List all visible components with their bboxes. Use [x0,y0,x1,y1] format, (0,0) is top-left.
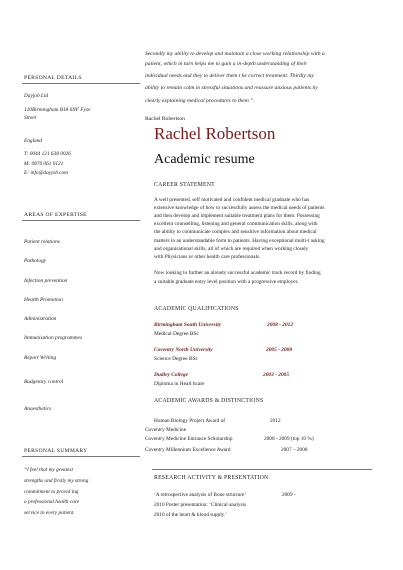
research-line: 2010 of the heart & blood supply.’ [154,512,228,518]
research-year: 2009 - [282,492,296,498]
award-year: 2012 [270,418,281,424]
phone: T: 0044 121 638 0026 [24,151,71,157]
career-line: with Physicians or other health care professionals. [154,254,261,260]
divider [152,469,372,470]
summary-line: a professional health care [24,499,80,505]
document-subtitle: Academic resume [154,152,255,167]
quote-line: ability to remain calm in stressful situations and reassure anxious patients by [145,85,318,91]
quote-line: individual needs and they to deliver them t he correct treatment. Thirdly my [145,73,314,79]
personal-details-title: PERSONAL DETAILS [24,75,82,81]
summary-line: strengths and firstly my strong [24,478,89,484]
award-year: 2008 - 2009 (top 10 %) [264,436,314,442]
career-title: CAREER STATEMENT [154,182,215,188]
school-years: 2003 - 2005 [263,372,290,378]
mobile: M: 0870 061 0121 [24,161,64,167]
company: Dayjob Ltd [24,93,48,99]
signature: Rachel Robertson [145,116,185,122]
sidebar [0,0,140,570]
expertise-item: Budgetary control [24,379,64,385]
school-years: 2008 - 2012 [267,322,294,328]
research-line: 2010 Poster presentation: ‘Clinical analysis [154,502,247,508]
school-name: Birmingham South University [154,322,222,328]
school-years: 2005 - 2008 [266,347,293,353]
expertise-item: Administration [24,316,57,322]
career-line: and then develop and implement suitable treatment plans for them. Possessing [154,213,320,219]
degree: Medical Degree BSc [154,331,199,337]
divider [22,83,140,84]
degree: Diploma in Healt hcare [154,381,205,387]
career-line: the ability to communicate complex and sensitive information about medical [154,229,317,235]
summary-title: PERSONAL SUMMARY [24,448,88,454]
candidate-name: Rachel Robertson [154,124,276,143]
country: England [24,138,42,144]
career-line: excellent counselling, listening and general communication skills, along with [154,221,318,227]
expertise-item: Infection prevention [24,278,68,284]
award-year: 2007 – 2008 [281,447,308,453]
research-line: ‘A retrospective analysis of Bone structure’ [154,492,247,498]
expertise-item: Immunisation programmes [24,335,83,341]
career-line: A well presented, self motivated and confident medical graduate who has [154,197,310,203]
award-name: Coventry Medicine Entrance Scholarship [145,436,233,442]
career-line: matters in an understandable form to patients. Having exceptional multi-t asking [154,238,325,244]
qualifications-title: ACADEMIC QUALIFICATIONS [154,306,239,312]
career-line: and organisational skills, all of which are required when working closely [154,246,309,252]
career-line: extensive knowledge of how to successfully assess the medical needs of patients [154,205,325,211]
quote-line: patient, which in turn helps me to gain a in-depth understanding of their [145,61,308,67]
career-line: Now looking to further an already successful academic track record by finding [154,270,321,276]
divider [22,456,140,457]
address-line2: Street [24,115,37,121]
expertise-item: Health Promotion [24,297,63,303]
award-name: Coventry Millennium Excellence Award [145,447,231,453]
award-name: Coventry Medicine [145,427,187,433]
expertise-item: Pathology [24,258,47,264]
summary-line: service to every patient. [24,510,75,516]
quote-line: Secondly my ability to develop and maintain a close working relationship with a [145,51,325,57]
school-name: Coventry North University [154,347,213,353]
divider [22,220,140,221]
summary-line: “I feel that my greatest [24,467,73,473]
degree: Science Degree BSc [154,356,199,362]
expertise-item: Report Writing [24,355,57,361]
research-title: RESEARCH ACTIVITY & PRESENTATION [154,475,269,481]
summary-line: commitment to provid ing [24,489,79,495]
address-line1: 120Birmingham B18 6NF Fyse [24,107,91,113]
expertise-item: Anaesthetics [24,406,52,412]
award-name: Human Biology Project Award of [154,418,226,424]
awards-title: ACADEMIC AWARDS & DISTINCTIONS [154,398,264,404]
career-line: a suitable graduate entry level position with a progressive employer. [154,279,299,285]
email: E: info@dayjob.com [24,170,69,176]
school-name: Dudley College [154,372,188,378]
quote-line: clearly explaining medical procedures to them ”. [145,98,255,104]
expertise-title: AREAS OF EXPERTISE [24,212,87,218]
expertise-item: Patient relations [24,239,60,245]
